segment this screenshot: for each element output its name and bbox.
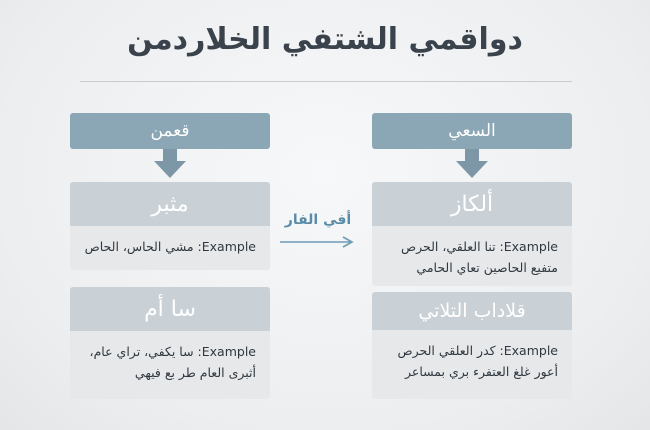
right-column-header — [372, 113, 572, 149]
right-card-2-line-1: Example: كدر العلقي الحرص — [397, 343, 558, 358]
diagram-title: دواقمي الشتفي الخلاردمن — [127, 22, 523, 57]
right-card-2-title: قلاداب التلاتي — [372, 292, 572, 330]
right-column-header-label: السعي — [448, 121, 496, 141]
left-card-2-line-1: Example: سا يكفي، تراي عام، — [89, 344, 256, 359]
right-card-2-body — [372, 330, 572, 382]
left-card-1-title: مثبر — [70, 182, 270, 226]
left-card-1-line-1: Example: مشي الحاس، الحاص — [84, 239, 256, 254]
left-column-header — [70, 113, 270, 149]
left-card-2-line-2: أثبرى العام طر بع فيهي — [134, 365, 256, 380]
right-down-arrow-icon — [454, 149, 490, 179]
right-card-1-line-1: Example: تنا العلقي، الحرص — [400, 239, 558, 254]
title-divider — [80, 81, 572, 82]
right-card-2-line-2: أعور غلغ العتفرء بري بمساعر — [404, 364, 558, 379]
right-card-1-body — [372, 226, 572, 278]
right-card-2 — [372, 292, 572, 399]
flow-label: أفي الفار — [284, 212, 352, 228]
left-card-2-body — [70, 331, 270, 383]
right-card-1-line-2: متفيع الحاصين تعاي الحامي — [416, 260, 558, 275]
left-card-1 — [70, 182, 270, 270]
right-card-1 — [372, 182, 572, 286]
left-card-1-body — [70, 226, 270, 257]
right-card-1-title: ألكاز — [372, 182, 572, 226]
left-card-2-title: سا أم — [70, 287, 270, 331]
left-column-header-label: قعمن — [150, 121, 190, 141]
left-down-arrow-icon — [152, 149, 188, 179]
left-card-2 — [70, 287, 270, 399]
flow-arrow-icon — [278, 235, 358, 249]
